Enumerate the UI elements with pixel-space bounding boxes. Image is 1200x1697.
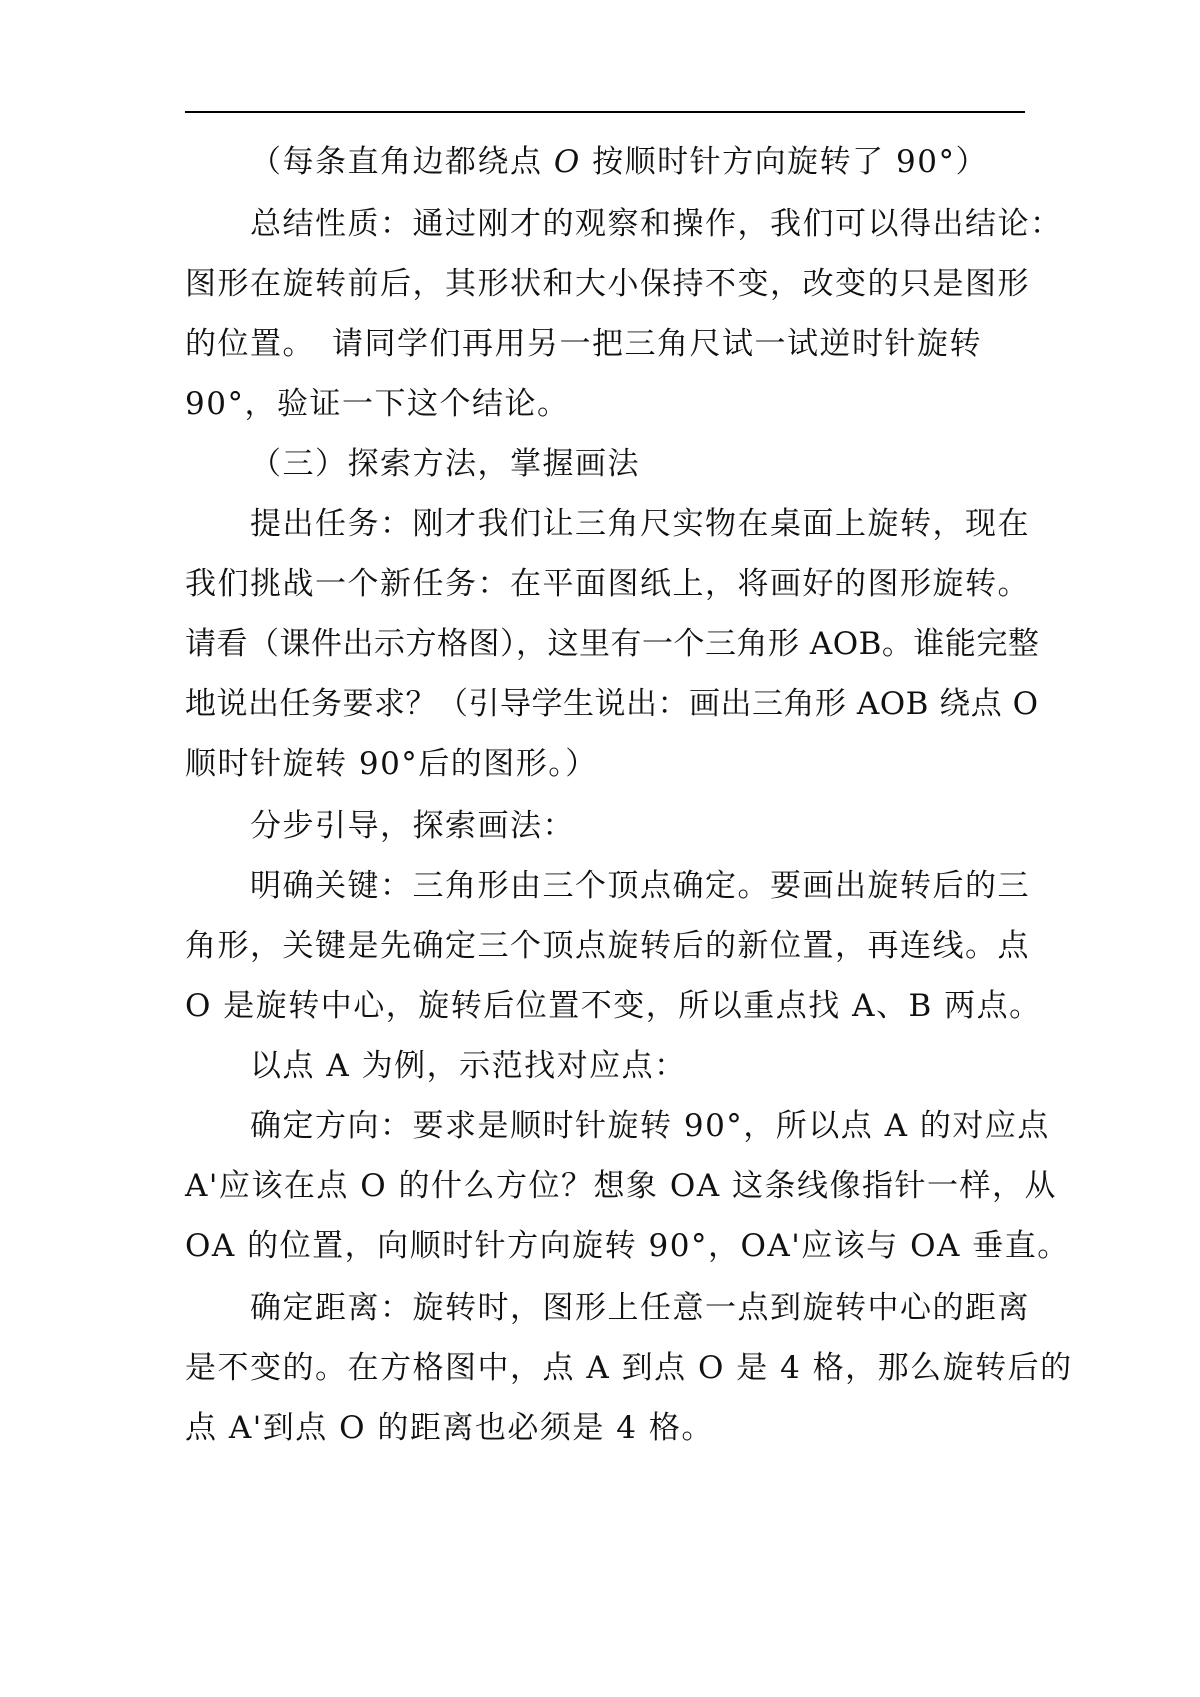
paragraph-line-22: 点 A'到点 O 的距离也必须是 4 格。 (185, 1410, 714, 1446)
paragraph-line-20: 确定距离：旋转时，图形上任意一点到旋转中心的距离 (250, 1290, 1030, 1326)
paragraph-line-19: OA 的位置，向顺时针方向旋转 90°，OA'应该与 OA 垂直。 (185, 1228, 1070, 1264)
paragraph-line-1 (250, 142, 1025, 182)
paragraph-line-8: 我们挑战一个新任务：在平面图纸上，将画好的图形旋转。 (185, 566, 1030, 602)
line-1-text-post: 按顺时针方向旋转了 90°） (592, 144, 988, 180)
paragraph-line-11: 顺时针旋转 90°后的图形。） (185, 746, 598, 782)
paragraph-line-5: 90°，验证一下这个结论。 (185, 386, 570, 422)
paragraph-line-4: 的位置。 请同学们再用另一把三角尺试一试逆时针旋转 (185, 326, 982, 362)
header-rule (185, 111, 1025, 113)
paragraph-line-17: 确定方向：要求是顺时针旋转 90°，所以点 A 的对应点 (250, 1108, 1050, 1144)
paragraph-line-2: 总结性质：通过刚才的观察和操作，我们可以得出结论： (250, 206, 1063, 242)
paragraph-line-18: A'应该在点 O 的什么方位？想象 OA 这条线像指针一样，从 (185, 1168, 1058, 1204)
paragraph-line-10: 地说出任务要求？（引导学生说出：画出三角形 AOB 绕点 O (185, 686, 1039, 722)
paragraph-line-13: 明确关键：三角形由三个顶点确定。要画出旋转后的三 (250, 868, 1030, 904)
paragraph-line-14: 角形，关键是先确定三个顶点旋转后的新位置，再连线。点 (185, 928, 1030, 964)
paragraph-line-16: 以点 A 为例，示范找对应点： (250, 1048, 687, 1084)
paragraph-line-7: 提出任务：刚才我们让三角尺实物在桌面上旋转，现在 (250, 506, 1030, 542)
line-1-text-pre: （每条直角边都绕点 (250, 144, 543, 180)
paragraph-line-15: O 是旋转中心，旋转后位置不变，所以重点找 A、B 两点。 (185, 988, 1042, 1024)
variable-o: O (553, 144, 581, 180)
paragraph-line-21: 是不变的。在方格图中，点 A 到点 O 是 4 格，那么旋转后的 (185, 1350, 1073, 1386)
section-heading: （三）探索方法，掌握画法 (250, 446, 640, 482)
paragraph-line-12: 分步引导，探索画法： (250, 808, 575, 844)
paragraph-line-3: 图形在旋转前后，其形状和大小保持不变，改变的只是图形 (185, 266, 1030, 302)
paragraph-line-9: 请看（课件出示方格图），这里有一个三角形 AOB。谁能完整 (185, 626, 1040, 662)
